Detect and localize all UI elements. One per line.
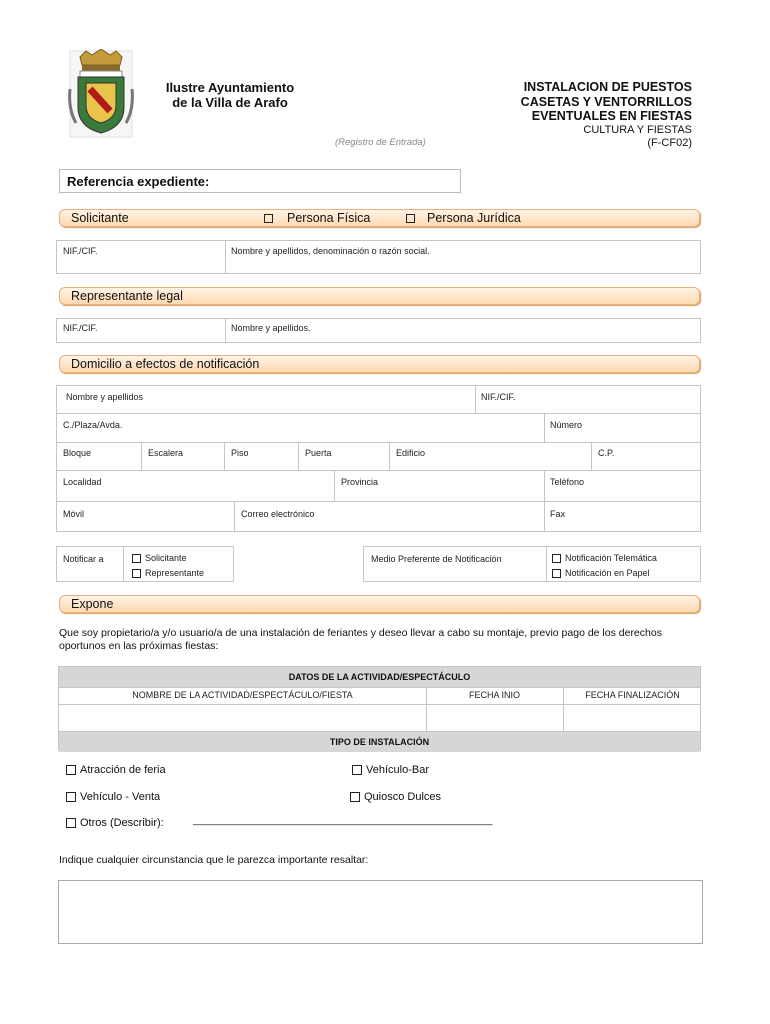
cp-field[interactable]: C.P. bbox=[598, 448, 615, 458]
puerta-field[interactable]: Puerta bbox=[305, 448, 332, 458]
municipal-crest-logo bbox=[66, 49, 136, 138]
notificar-representante-option[interactable] bbox=[132, 568, 204, 578]
department: CULTURA Y FIESTAS bbox=[583, 124, 692, 136]
persona-fisica-checkbox[interactable] bbox=[264, 214, 273, 223]
tipo-instalacion-header: TIPO DE INSTALACIÓN bbox=[59, 732, 700, 752]
notificar-label: Notificar a bbox=[63, 554, 104, 564]
otros-label: Otros (Describir): bbox=[80, 817, 164, 829]
domicilio-nif-field[interactable]: NIF./CIF. bbox=[481, 392, 516, 402]
form-subtitle bbox=[432, 124, 692, 150]
numero-field[interactable]: Número bbox=[550, 420, 583, 430]
org-line-2: de la Villa de Arafo bbox=[172, 95, 288, 110]
piso-field[interactable]: Piso bbox=[231, 448, 249, 458]
telefono-field[interactable]: Teléfono bbox=[550, 477, 585, 487]
representante-nombre-field[interactable]: Nombre y apellidos. bbox=[231, 323, 311, 333]
actividad-header: DATOS DE LA ACTIVIDAD/ESPECTÁCULO bbox=[59, 667, 700, 687]
quiosco-dulces-checkbox[interactable] bbox=[350, 792, 360, 802]
atraccion-feria-label: Atracción de feria bbox=[80, 764, 166, 776]
edificio-field[interactable]: Edificio bbox=[396, 448, 426, 458]
persona-fisica-option[interactable] bbox=[264, 211, 370, 225]
referencia-expediente-field[interactable] bbox=[59, 169, 461, 193]
domicilio-table bbox=[56, 385, 701, 532]
expone-section-header bbox=[59, 595, 700, 613]
solicitante-fields bbox=[56, 240, 701, 274]
vehiculo-venta-checkbox[interactable] bbox=[66, 792, 76, 802]
persona-juridica-option[interactable] bbox=[406, 211, 521, 225]
bloque-field[interactable]: Bloque bbox=[63, 448, 92, 458]
notificar-representante-label: Representante bbox=[145, 568, 205, 578]
title-line-2: CASETAS Y VENTORRILLOS bbox=[520, 94, 692, 109]
fax-field[interactable]: Fax bbox=[550, 509, 566, 519]
organization-name bbox=[150, 80, 310, 110]
vehiculo-bar-checkbox[interactable] bbox=[352, 765, 362, 775]
domicilio-section-header bbox=[59, 355, 700, 373]
atraccion-feria-option[interactable] bbox=[66, 764, 166, 776]
representante-fields bbox=[56, 318, 701, 343]
domicilio-title: Domicilio a efectos de notificación bbox=[71, 357, 260, 371]
escalera-field[interactable]: Escalera bbox=[148, 448, 184, 458]
correo-field[interactable]: Correo electrónico bbox=[241, 509, 315, 519]
expone-text: Que soy propietario/a y/o usuario/a de una instalación de feriantes y deseo llevar a cabo su montaje, previo pago de los derechos oportunos en las próximas fiestas: bbox=[59, 627, 662, 652]
representante-section-header bbox=[59, 287, 700, 305]
col-nombre-actividad: NOMBRE DE LA ACTIVIDAD/ESPECTÁCULO/FIESTA bbox=[132, 690, 353, 700]
otros-option[interactable] bbox=[66, 817, 164, 829]
notificacion-telematica-option[interactable] bbox=[552, 553, 657, 563]
fecha-finalizacion-input[interactable] bbox=[564, 705, 702, 731]
registro-entrada: (Registro de Entrada) bbox=[335, 137, 426, 148]
form-code: (F-CF02) bbox=[647, 137, 692, 149]
persona-juridica-checkbox[interactable] bbox=[406, 214, 415, 223]
medio-label: Medio Preferente de Notificación bbox=[371, 554, 502, 564]
vehiculo-venta-option[interactable] bbox=[66, 791, 160, 803]
domicilio-nombre-field[interactable]: Nombre y apellidos bbox=[66, 392, 144, 402]
otros-checkbox[interactable] bbox=[66, 818, 76, 828]
localidad-field[interactable]: Localidad bbox=[63, 477, 102, 487]
notificacion-papel-checkbox[interactable] bbox=[552, 569, 561, 578]
form-title bbox=[432, 80, 692, 124]
notificar-a-box bbox=[56, 546, 234, 582]
atraccion-feria-checkbox[interactable] bbox=[66, 765, 76, 775]
notificar-representante-checkbox[interactable] bbox=[132, 569, 141, 578]
notificar-solicitante-checkbox[interactable] bbox=[132, 554, 141, 563]
representante-title: Representante legal bbox=[71, 289, 183, 303]
notificacion-telematica-label: Notificación Telemática bbox=[565, 553, 657, 563]
vehiculo-bar-option[interactable] bbox=[352, 764, 429, 776]
representante-nif-field[interactable]: NIF./CIF. bbox=[63, 323, 98, 333]
quiosco-dulces-option[interactable] bbox=[350, 791, 441, 803]
solicitante-nif-field[interactable]: NIF./CIF. bbox=[63, 246, 98, 256]
org-line-1: Ilustre Ayuntamiento bbox=[165, 80, 295, 95]
notificacion-papel-option[interactable] bbox=[552, 568, 650, 578]
provincia-field[interactable]: Provincia bbox=[341, 477, 379, 487]
notificacion-telematica-checkbox[interactable] bbox=[552, 554, 561, 563]
otros-describir-line[interactable]: ____________________________________________________ bbox=[193, 815, 493, 826]
referencia-label: Referencia expediente: bbox=[67, 174, 210, 189]
title-line-1: INSTALACION DE PUESTOS bbox=[523, 80, 692, 94]
quiosco-dulces-label: Quiosco Dulces bbox=[364, 791, 442, 803]
persona-juridica-label: Persona Jurídica bbox=[427, 211, 521, 225]
circunstancia-textarea[interactable] bbox=[58, 880, 703, 944]
notificar-solicitante-label: Solicitante bbox=[145, 553, 187, 563]
col-fecha-inicio: FECHA INIO bbox=[468, 690, 520, 700]
actividad-table bbox=[58, 666, 701, 751]
title-line-3: EVENTUALES EN FIESTAS bbox=[531, 109, 692, 123]
fecha-inicio-input[interactable] bbox=[427, 705, 563, 731]
expone-title: Expone bbox=[71, 597, 114, 611]
solicitante-section-header bbox=[59, 209, 700, 227]
solicitante-title: Solicitante bbox=[71, 211, 129, 225]
solicitante-nombre-field[interactable]: Nombre y apellidos, denominación o razón social. bbox=[231, 246, 430, 256]
circunstancia-label: Indique cualquier circunstancia que le parezca importante resaltar: bbox=[59, 854, 369, 866]
notificacion-papel-label: Notificación en Papel bbox=[565, 568, 650, 578]
movil-field[interactable]: Móvil bbox=[63, 509, 85, 519]
vehiculo-venta-label: Vehículo - Venta bbox=[80, 791, 161, 803]
calle-field[interactable]: C./Plaza/Avda. bbox=[63, 420, 123, 430]
nombre-actividad-input[interactable] bbox=[59, 705, 426, 731]
notificar-solicitante-option[interactable] bbox=[132, 553, 187, 563]
col-fecha-finalizacion: FECHA FINALIZACIÓN bbox=[585, 690, 680, 700]
medio-notificacion-box bbox=[363, 546, 701, 582]
vehiculo-bar-label: Vehículo-Bar bbox=[366, 764, 429, 776]
persona-fisica-label: Persona Física bbox=[287, 211, 371, 225]
